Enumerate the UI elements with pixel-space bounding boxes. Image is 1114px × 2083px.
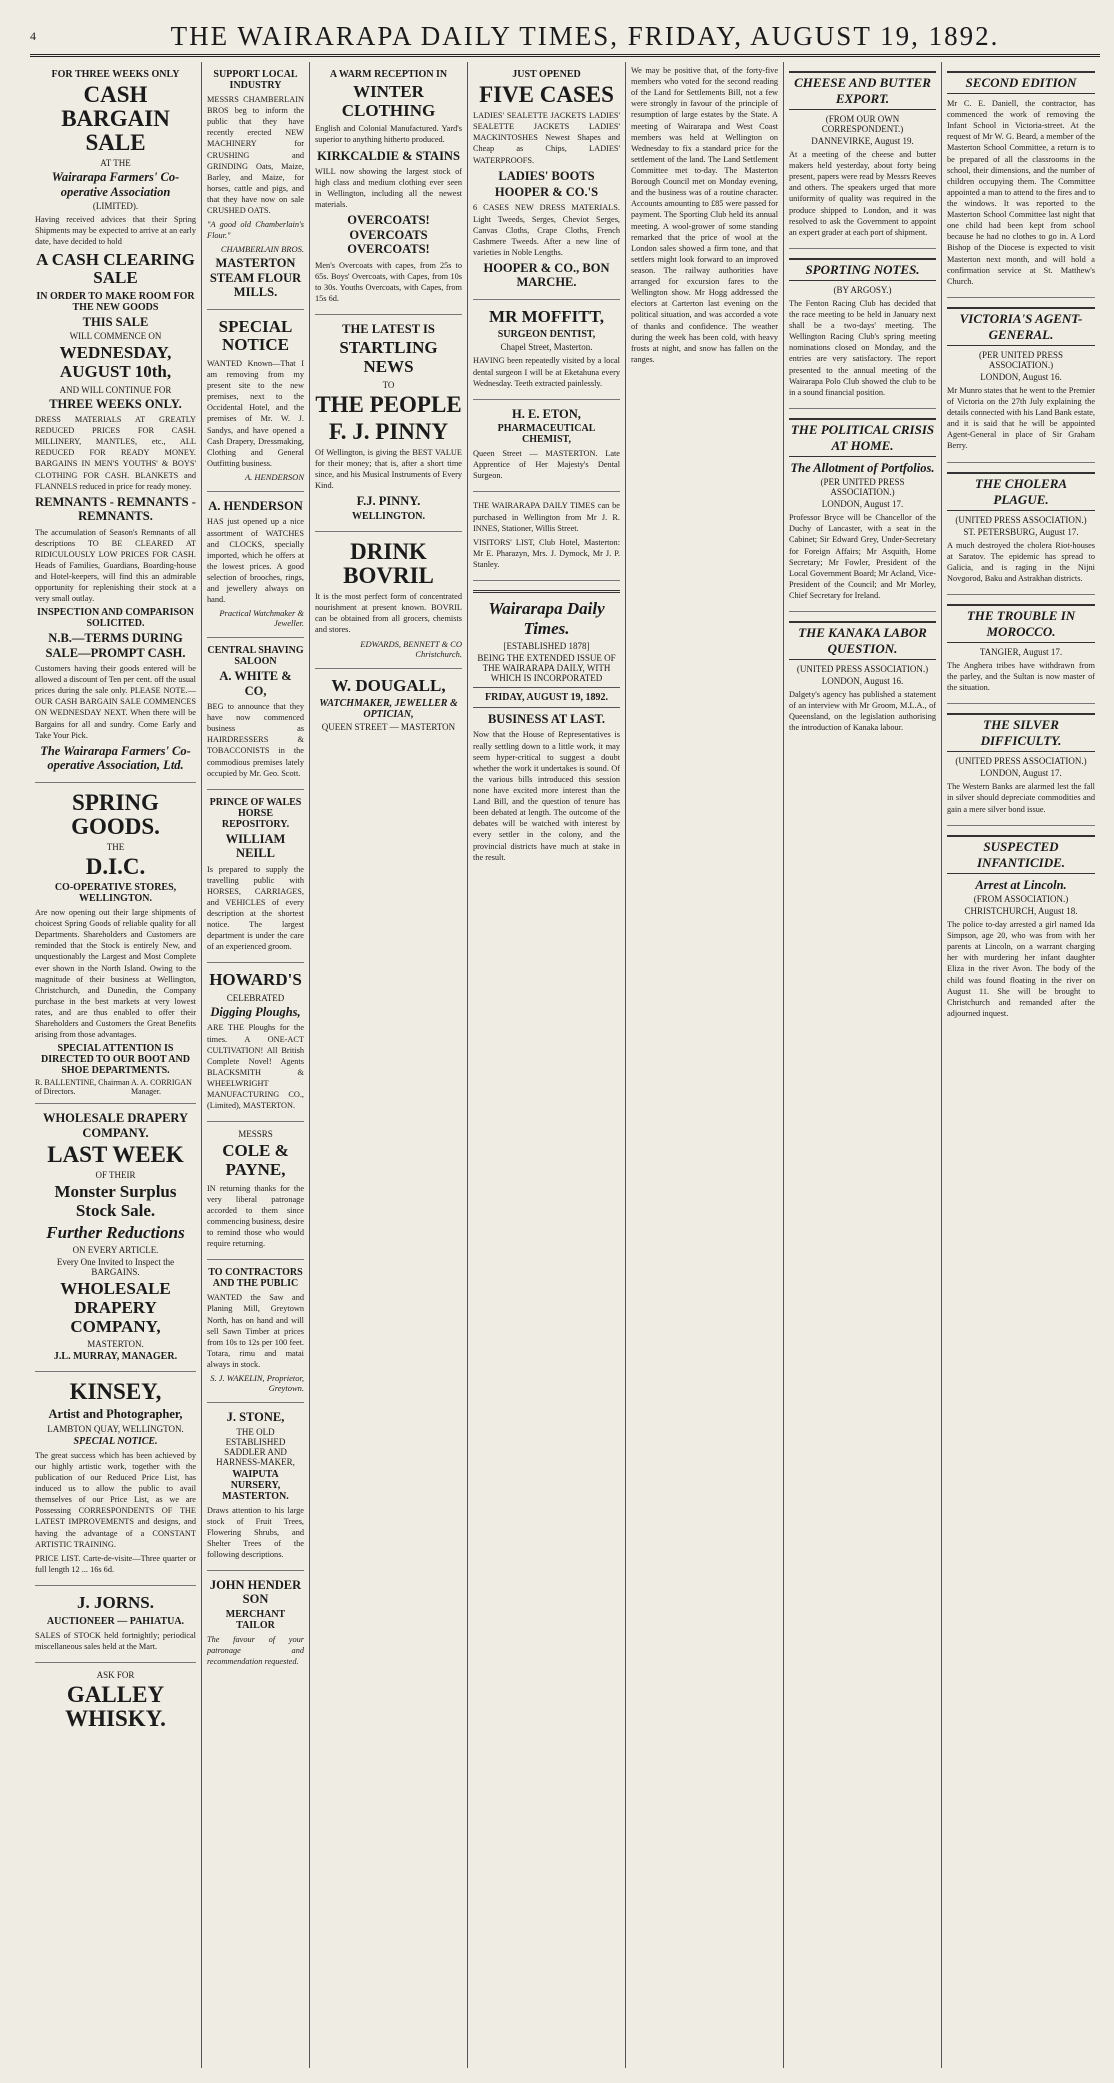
support-local-industry-ad: SUPPORT LOCAL INDUSTRY MESSRS CHAMBERLAIN BROS beg to inform the public that they have recently erected NEW MACHINERY for CRUSHING and GRINDING Oats, Maize, Barley, and Maize, for horses, cattle and pigs, and that they have now on sale CRUSHED OATS. "A good old Chamberlain's Flour." CHAMBERLAIN BROS. MASTERTON STEAM FLOUR MILLS. — [207, 62, 304, 310]
agent-general-article: VICTORIA'S AGENT-GENERAL. (PER UNITED PRESS ASSOCIATION.) LONDON, August 16. Mr Munro states that he went to the Premier of Victoria on the 27th July explaining the details connected with his Land Bank estate, and it is said that he will be appointed Agent-General in place of Sir Graham Berry. — [947, 298, 1095, 463]
ad-headline: CASH BARGAIN SALE — [61, 82, 170, 156]
silver-difficulty-article: THE SILVER DIFFICULTY. (UNITED PRESS ASSOCIATION.) LONDON, August 17. The Western Banks are alarmed lest the fall in silver should depreciate commodities and gain a mere silver bond issue. — [947, 704, 1095, 825]
five-cases-ad: JUST OPENED FIVE CASES LADIES' SEALETTE JACKETS LADIES' SEALETTE JACKETS LADIES' MACKINTOSHES Newest Shapes and Cheap as Chips, LADIES' WATERPROOFS. LADIES' BOOTS HOOPER & CO.'S 6 CASES NEW DRESS MATERIALS. Light Tweeds, Serges, Cheviot Serges, Canvas Cloths, Crape Cloths, French Cashmere Tweeds. After a new line of varieties in Noble Lengths. HOOPER & CO., BON MARCHE. — [473, 62, 620, 300]
issue-date: FRIDAY, AUGUST 19, 1892. — [485, 692, 608, 704]
jorns-auctioneer-ad: J. JORNS. AUCTIONEER — PAHIATUA. SALES of STOCK held fortnightly; periodical miscellaneous sales held at the Mart. — [35, 1586, 196, 1663]
horse-repository-ad: PRINCE OF WALES HORSE REPOSITORY. WILLIAM NEILL Is prepared to supply the travelling public with HORSES, CARRIAGES, and VEHICLES of every description at the shortest notice. The largest department is under the care of an experienced groom. — [207, 790, 304, 964]
morocco-article: THE TROUBLE IN MOROCCO. TANGIER, August 17. The Anghera tribes have withdrawn from the parley, and the Sultan is now master of the situation. — [947, 595, 1095, 704]
notices: THE WAIRARAPA DAILY TIMES can be purchased in Wellington from Mr J. R. INNES, Stationer, Willis Street. VISITORS' LIST, Club Hotel, Masterton: Mr E. Pharazyn, Mrs. J. Dymock, Mr J. P. Stanley. — [473, 492, 620, 581]
startling-news-ad: THE LATEST IS STARTLING NEWS TO THE PEOPLE F. J. PINNY Of Wellington, is giving the BEST VALUE for their money; that is, after a short time since, and his Musical Instruments of Every Kind. F.J. PINNY. WELLINGTON. — [315, 315, 462, 532]
company-name: Wairarapa Farmers' Co-operative Association — [51, 170, 180, 199]
news-column: We may be positive that, of the forty-five members who voted for the second reading of the Land for Settlements Bill, not a few were strongly in favour of the principle of resumption of large estates by the State. A meeting of Wairarapa and West Coast members was held at Wellington on Wednesday to fix a standard price for the settlement of the land. The Land Settlement Committee met to-day. The Masterton Borough Council met on Monday evening, and the business was of a routine character. Accounts amounting to £85 were passed for payment. The Sporting Club held its annual meeting. A wool-grower of some standing remarked that the price of wool at the London sales showed a firm tone, and that settlers might look forward to an improved season. The railway authorities have arranged for excursion fares to the Wellington show. Mr Hogg addressed the electors at Carterton last evening on the political situation, and was accorded a vote of thanks and confidence. The weather during the week has been cold, with heavy frosts at night, and snow has fallen on the ranges. — [631, 66, 778, 364]
column-3 — [310, 62, 468, 2068]
masthead — [30, 18, 1100, 57]
page-number: 4 — [30, 28, 36, 43]
sale-date: WEDNESDAY, AUGUST 10th, — [59, 343, 172, 381]
winter-clothing-ad: A WARM RECEPTION IN WINTER CLOTHING English and Colonial Manufactured. Yard's superior to anything hitherto produced. KIRKCALDIE & STAINS WILL now showing the largest stock of high class and medium clothing ever seen in Wellington, including all the newest materials. OVERCOATS! OVERCOATS OVERCOATS! Men's Overcoats with capes, from 25s to 65s. Boys' Overcoats, with Capes, from 10s to 30s. Youths Overcoats, with Capes, from 15s 6d. — [315, 62, 462, 315]
eton-chemist-ad: H. E. ETON, PHARMACEUTICAL CHEMIST, Queen Street — MASTERTON. Late Apprentice of Her Majesty's Dental Surgeon. — [473, 400, 620, 493]
stone-saddler-ad: J. STONE, THE OLD ESTABLISHED SADDLER AND HARNESS-MAKER, WAIPUTA NURSERY, MASTERTON. Draws attention to his large stock of Fruit Trees, Flowering Shrubs, and Shelter Trees of the following descriptions. — [207, 1403, 304, 1571]
hender-son-tailor-ad: JOHN HENDER SON MERCHANT TAILOR The favour of your patronage and recommendation requested. — [207, 1578, 304, 1667]
editorial: Wairarapa Daily Times. [ESTABLISHED 1878] BEING THE EXTENDED ISSUE OF THE WAIRARAPA DAILY, WITH WHICH IS INCORPORATED FRIDAY, AUGUST 19, 1892. BUSINESS AT LAST. Now that the House of Representatives is really settling down to a little work, it may seem hyper-critical to suggest a doubt whether the work it undertakes is sound. Of the various bills introduced this session none have excited more interest than the Land Bill, and the question of tenure has been debated at length. The outcome of the debates will be watched with interest by every settler in the colony, and the provincial districts have much at stake in the result. — [473, 581, 620, 873]
kinsey-photographer-ad: KINSEY, Artist and Photographer, LAMBTON QUAY, WELLINGTON. SPECIAL NOTICE. The great success which has been achieved by our highly artistic work, together with the publication of our Reduced Price List, has induced us to allow the public to avail themselves of our Price List, as we are Possessing CORRESPONDENTS OF THE LATEST IMPROVEMENTS and designs, and having the advantage of a CONSTANT ARTISTIC TRAINING. PRICE LIST. Carte-de-visite—Three quarter or full length 12 ... 16s 6d. — [35, 1372, 196, 1586]
ad-kicker: FOR THREE WEEKS ONLY — [51, 69, 180, 80]
editorial-body: Now that the House of Representatives is really settling down to a little work, it may seem hyper-critical to suggest a doubt whether the work it undertakes is sound. Of the various bills introduced this session none have excited more interest than the Land Bill, and the question of tenure has been debated at length. The outcome of the debates will be watched with interest by every settler in the colony, and the provincial districts have much at stake in the result. — [473, 730, 620, 862]
special-notice-ad: SPECIAL NOTICE WANTED Known—That I am removing from my present site to the new premises, next to the Occidental Hotel, and the premises of Mr. W. J. Sandys, and have opened a Cash Drapery, Dressmaking, Clothing and General Outfitting business. A. HENDERSON — [207, 310, 304, 492]
spring-goods-ad: SPRING GOODS. THE D.I.C. CO-OPERATIVE STORES, WELLINGTON. Are now opening out their large shipments of choicest Spring Goods of reliable quality for all Departments. Shareholders and Customers are reminded that the Stock is entirely New, and unquestionably the Largest and Most Complete ever shown in the North Island. Owing to the magnitude of their business at Wellington, Christchurch, and Dunedin, the Company purchase in the best markets at very lowest rates, and are thus enabled to offer their Shareholders and Customers the Great Benefits arising from those advantages. SPECIAL ATTENTION IS DIRECTED TO OUR BOOT AND SHOE DEPARTMENTS. R. BALLENTINE, Chairman of Directors. A. A. CORRIGAN Manager. — [35, 783, 196, 1105]
drink-bovril-ad: DRINK BOVRIL It is the most perfect form of concentrated nourishment at present known. BOVRIL can be obtained from all grocers, chemists and stores. EDWARDS, BENNETT & CO Christchurch. — [315, 532, 462, 669]
moffitt-dentist-ad: MR MOFFITT, SURGEON DENTIST, Chapel Street, Masterton. HAVING been repeatedly visited by a local dental surgeon I will be at Eketahuna every Wednesday. Teeth extracted painlessly. — [473, 300, 620, 400]
cash-bargain-sale-ad: FOR THREE WEEKS ONLY CASH BARGAIN SALE AT THE Wairarapa Farmers' Co-operative Association (LIMITED). Having received advices that their Spring Shipments may be expected to arrive at an early date, have decided to hold A CASH CLEARING SALE IN ORDER TO MAKE ROOM FOR THE NEW GOODS THIS SALE WILL COMMENCE ON WEDNESDAY, AUGUST 10th, AND WILL CONTINUE FOR THREE WEEKS ONLY. DRESS MATERIALS AT GREATLY REDUCED PRICES FOR CASH. MILLINERY, MANTLES, etc., ALL REDUCED FOR READY MONEY. BARGAINS IN MEN'S YOUTHS' & BOYS' CLOTHING FOR CASH. BLANKETS and FLANNELS reduced in price for ready money. REMNANTS - REMNANTS - REMNANTS. The accumulation of Season's Remnants of all descriptions TO BE CLEARED AT RIDICULOUSLY LOW PRICES FOR CASH. Heads of Families, Guardians, Boarding-house and Hotel-keepers, will find this an admirable opportunity for replenishing their stock at a very small outlay. INSPECTION AND COMPARISON SOLICITED. N.B.—TERMS DURING SALE—PROMPT CASH. Customers having their goods entered will be allowed a discount of Ten per cent. off the usual prices during the sale only. PLEASE NOTE.—OUR CASH BARGAIN SALE COMMENCES ON WEDNESDAY NEXT. When there will be Bargains for all and sundry. Come Early and Take Your Pick. The Wairarapa Farmers' Co-operative Association, Ltd. — [35, 62, 196, 783]
masthead-title: THE WAIRARAPA DAILY TIMES, FRIDAY, AUGUST 19, 1892. — [170, 20, 1000, 51]
column-5 — [626, 62, 784, 2068]
sporting-notes-article: SPORTING NOTES. (BY ARGOSY.) The Fenton Racing Club has decided that the race meeting to be held in January next shall be a two-days' meeting. The Wellington Racing Club's spring meeting nominations closed on Monday, and the entries are very satisfactory. The report presented to the annual meeting of the Wairarapa Polo Club showed the club to be in a sound financial position. — [789, 249, 936, 409]
cheese-butter-export-article: CHEESE AND BUTTER EXPORT. (FROM OUR OWN CORRESPONDENT.) DANNEVIRKE, August 19. At a meeting of the cheese and butter makers held yesterday, about forty being present, papers were read by Messrs Reeves and others. The speakers urged that more uniformity of quality was required in the produce shipped to London, and it was resolved to ask the Government to appoint an expert grader at each port of shipment. — [789, 62, 936, 249]
infanticide-article: SUSPECTED INFANTICIDE. Arrest at Lincoln. (FROM ASSOCIATION.) CHRISTCHURCH, August 18. The police to-day arrested a girl named Ida Simpson, age 20, who was from with her parents at Lincoln, on a warrant charging her with murdering her infant daughter Eliza in the river Avon. The body of the child was found floating in the river on August 11. She will be brought to Christchurch and remanded after the adjourned inquest. — [947, 826, 1095, 1029]
column-4 — [468, 62, 626, 2068]
wholesale-drapery-ad: WHOLESALE DRAPERY COMPANY. LAST WEEK OF THEIR Monster Surplus Stock Sale. Further Reductions ON EVERY ARTICLE. Every One Invited to Inspect the BARGAINS. WHOLESALE DRAPERY COMPANY, MASTERTON. J.L. MURRAY, MANAGER. — [35, 1104, 196, 1372]
kanaka-labor-article: THE KANAKA LABOR QUESTION. (UNITED PRESS ASSOCIATION.) LONDON, August 16. Dalgety's agency has published a statement of an interview with Mr Groom, M.L.A., of Queensland, on the legislation authorising the introduction of Kanaka labour. — [789, 612, 936, 743]
newspaper-title: Wairarapa Daily Times. — [488, 599, 605, 639]
second-edition-article: SECOND EDITION Mr C. E. Daniell, the contractor, has commenced the work of removing the Infant School in Victoria-street. At the request of Mr W. G. Beard, a member of the Masterton School Committee, a return is to be prepared of all the classrooms in the school, their dimensions, and the number of children occupying them. The Committee appointed a man to attend to the fires and to the windows. It was reported to the Masterton School Committee last night that one child had been kept from school because he had no clothes to go in. A Lord Bishop of the Diocese is expected to visit Masterton next month, and will hold a confirmation service at St. Matthew's Church. — [947, 62, 1095, 298]
dougall-jeweller-ad: W. DOUGALL, WATCHMAKER, JEWELLER & OPTICIAN, QUEEN STREET — MASTERTON — [319, 675, 458, 733]
contractors-ad: TO CONTRACTORS AND THE PUBLIC WANTED the Saw and Planing Mill, Greytown North, has on hand and will sell Sawn Timber at prices from 10s to 12s per 100 feet. Totara, rimu and matai always in stock. S. J. WAKELIN, Proprietor, Greytown. — [207, 1260, 304, 1403]
column-2 — [202, 62, 310, 2068]
shaving-saloon-ad: CENTRAL SHAVING SALOON A. WHITE & CO, BEG to announce that they have now commenced business as HAIRDRESSERS & TOBACCONISTS in the commodious premises lately occupied by Mr. Geo. Scott. — [207, 638, 304, 790]
editorial-title: BUSINESS AT LAST. — [487, 712, 606, 727]
howards-ploughs-ad: HOWARD'S CELEBRATED Digging Ploughs, ARE THE Ploughs for the times. A ONE-ACT CULTIVATION! All British Complete Novel! Agents BLACKSMITH & WHEELWRIGHT MANUFACTURING CO., (Limited), MASTERTON. — [207, 963, 304, 1122]
cole-payne-ad: MESSRS COLE & PAYNE, IN returning thanks for the very liberal patronage accorded to them since commencing business, desire to remind those who would require returning. — [207, 1122, 304, 1260]
column-1 — [30, 62, 202, 2068]
political-crisis-article: THE POLITICAL CRISIS AT HOME. The Allotment of Portfolios. (PER UNITED PRESS ASSOCIATION.) LONDON, August 17. Professor Bryce will be Chancellor of the Duchy of Lancaster, with a seat in the Cabinet; Sir Edward Grey, Under-Secretary for Foreign Affairs; Mr Asquith, Home Secretary; Mr Fowler, President of the Local Government Board; Mr Acland, Vice-President of the Council; and Mr Morley, Chief Secretary for Ireland. — [789, 409, 936, 612]
galley-whisky-ad: ASK FOR GALLEY WHISKY. — [65, 1669, 166, 1732]
column-7 — [942, 62, 1100, 2068]
henderson-watchmaker-ad: A. HENDERSON HAS just opened up a nice assortment of WATCHES and CLOCKS, specially imported, which he offers at the lowest prices. A good selection of brooches, rings, and jewellery always on hand. Practical Watchmaker & Jeweller. — [207, 492, 304, 638]
column-6 — [784, 62, 942, 2068]
cholera-plague-article: THE CHOLERA PLAGUE. (UNITED PRESS ASSOCIATION.) ST. PETERSBURG, August 17. A much destroyed the cholera Riot-houses at Saratov. The epidemic has spread to Galicia, and is raging in the Nijni Novgorod, Baku and Astrakhan districts. — [947, 463, 1095, 595]
